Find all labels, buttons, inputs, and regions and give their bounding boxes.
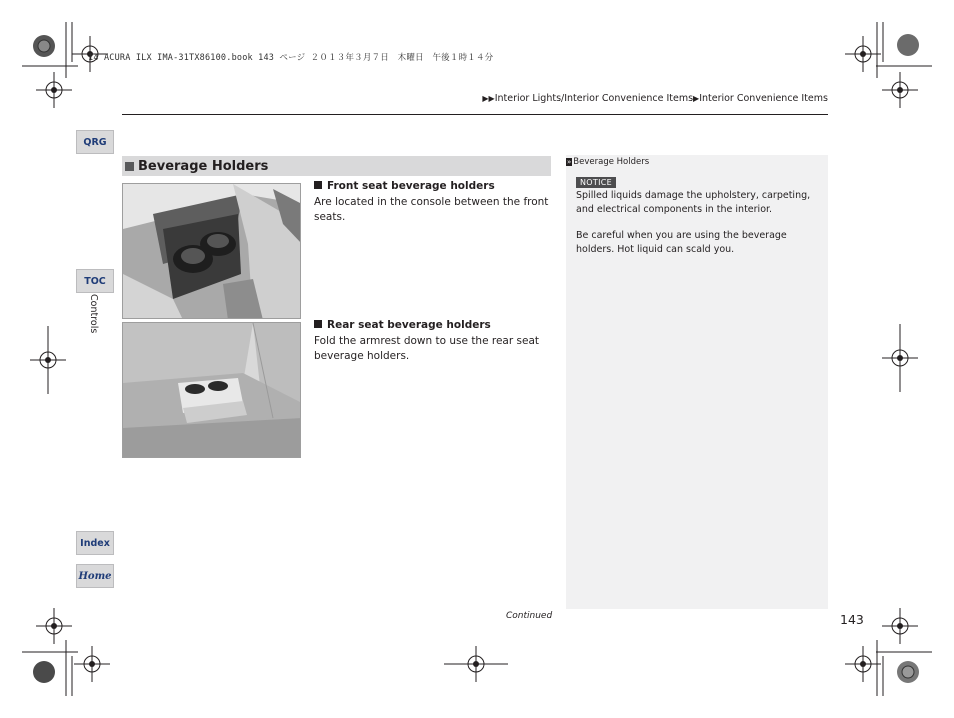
rear-seat-text: Fold the armrest down to use the rear seat beverage holders. (314, 335, 540, 362)
section-title: Beverage Holders (138, 158, 269, 174)
print-header: 14 ACURA ILX IMA-31TX86100.book 143 ページ ２０１３年３月７日 木曜日 午後１時１４分 (88, 53, 494, 63)
breadcrumb-separator-icon: ▶ (693, 94, 700, 103)
breadcrumb-item-interior-lights[interactable]: Interior Lights/Interior Convenience Items (494, 93, 694, 104)
rear-seat-heading-text: Rear seat beverage holders (327, 319, 491, 331)
notice-text: Spilled liquids damage the upholstery, carpeting, and electrical components in the interior. (576, 190, 811, 215)
toc-tab[interactable]: TOC (76, 269, 114, 293)
front-seat-heading-text: Front seat beverage holders (327, 180, 495, 192)
section-label-controls: Controls (88, 294, 99, 334)
breadcrumb (482, 93, 828, 104)
breadcrumb-item-convenience[interactable]: Interior Convenience Items (699, 93, 828, 104)
square-bullet-icon (314, 181, 322, 189)
notes-heading (566, 157, 649, 167)
square-bullet-icon (314, 320, 322, 328)
continued-label: Continued (506, 611, 553, 621)
double-chevron-icon: » (567, 158, 572, 166)
front-seat-text: Are located in the console between the front seats. (314, 196, 549, 223)
page-number: 143 (840, 612, 864, 627)
rear-cupholder-photo (122, 322, 301, 458)
notes-panel (566, 155, 828, 609)
breadcrumb-prefix-icon: ▶▶ (482, 94, 495, 103)
front-cupholder-photo (122, 183, 301, 319)
caution-text: Be careful when you are using the beverage holders. Hot liquid can scald you. (576, 230, 787, 255)
index-tab[interactable]: Index (76, 531, 114, 555)
header-rule (122, 114, 828, 115)
front-seat-heading (314, 180, 495, 192)
notice-badge: NOTICE (576, 177, 616, 188)
home-tab[interactable]: Home (76, 564, 114, 588)
rear-seat-heading (314, 319, 491, 331)
qrg-tab[interactable]: QRG (76, 130, 114, 154)
square-bullet-icon (125, 162, 134, 171)
notes-heading-text: Beverage Holders (573, 157, 650, 167)
section-heading (122, 156, 551, 176)
